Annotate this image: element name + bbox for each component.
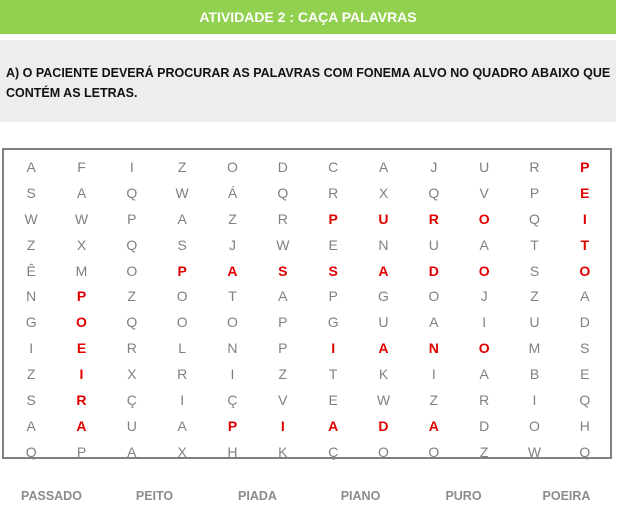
grid-cell[interactable]: I <box>331 340 336 357</box>
grid-cell[interactable]: A <box>177 210 187 227</box>
grid-cell[interactable]: A <box>378 158 389 175</box>
grid-cell[interactable]: Q <box>126 314 138 331</box>
grid-cell[interactable]: Z <box>479 443 489 460</box>
target-word: PURO <box>445 489 482 503</box>
grid-cell[interactable]: A <box>378 340 389 357</box>
grid-cell[interactable]: N <box>378 236 389 253</box>
grid-cell[interactable]: P <box>76 443 87 460</box>
grid-cell[interactable]: R <box>479 391 490 408</box>
grid-cell[interactable]: U <box>378 210 389 227</box>
grid-cell[interactable]: X <box>378 184 389 201</box>
grid-cell[interactable]: P <box>328 288 338 305</box>
grid-cell[interactable]: W <box>24 210 38 227</box>
grid-cell[interactable]: I <box>180 391 185 408</box>
grid-cell[interactable]: J <box>430 158 438 175</box>
grid-cell[interactable]: T <box>530 236 539 253</box>
grid-cell[interactable]: G <box>25 314 37 331</box>
grid-cell[interactable]: A <box>76 184 87 201</box>
grid-cell[interactable]: A <box>26 158 36 175</box>
word-list <box>0 489 618 509</box>
grid-cell[interactable]: O <box>478 262 490 279</box>
grid-cell[interactable]: P <box>177 262 187 279</box>
grid-cell[interactable]: O <box>478 340 490 357</box>
grid-cell[interactable]: J <box>480 288 488 305</box>
grid-cell[interactable]: I <box>431 366 436 383</box>
grid-cell[interactable]: S <box>580 340 590 357</box>
grid-cell[interactable]: Ç <box>126 391 137 408</box>
grid-cell[interactable]: Ê <box>26 262 36 279</box>
grid-cell[interactable]: R <box>76 391 87 408</box>
grid-cell[interactable]: Q <box>126 184 138 201</box>
grid-cell[interactable]: V <box>479 184 489 201</box>
grid-cell[interactable]: H <box>579 417 590 434</box>
grid-cell[interactable]: A <box>127 443 137 460</box>
grid-cell[interactable]: D <box>378 417 389 434</box>
grid-cell[interactable]: P <box>328 210 338 227</box>
grid-cell[interactable]: W <box>376 391 391 408</box>
grid-cell[interactable]: O <box>378 443 389 460</box>
grid-cell[interactable]: U <box>126 417 137 434</box>
grid-cell[interactable]: O <box>76 314 87 331</box>
grid-cell[interactable]: O <box>126 262 138 279</box>
grid-cell[interactable]: A <box>378 262 389 279</box>
grid-cell[interactable]: K <box>278 443 288 460</box>
grid-cell[interactable]: T <box>228 288 237 305</box>
grid-cell[interactable]: D <box>428 262 439 279</box>
grid-cell[interactable]: U <box>428 236 439 253</box>
target-word: PIADA <box>238 489 277 503</box>
grid-cell[interactable]: R <box>328 184 339 201</box>
grid-cell[interactable]: Q <box>126 236 138 253</box>
target-word: PIANO <box>340 489 381 503</box>
target-word: POEIRA <box>542 489 591 503</box>
grid-cell[interactable]: P <box>278 314 288 331</box>
grid-cell[interactable]: P <box>76 288 87 305</box>
grid-cell[interactable]: J <box>228 236 236 253</box>
grid-cell[interactable]: S <box>278 262 288 279</box>
grid-cell[interactable]: I <box>79 366 84 383</box>
grid-cell[interactable]: N <box>227 340 238 357</box>
grid-cell[interactable]: Z <box>278 366 288 383</box>
grid-cell[interactable]: N <box>428 340 439 357</box>
grid-cell[interactable]: W <box>276 236 290 253</box>
grid-cell[interactable]: R <box>428 210 439 227</box>
grid-cell[interactable]: A <box>428 417 439 434</box>
grid-cell[interactable]: V <box>278 391 288 408</box>
grid-cell[interactable]: I <box>29 340 34 357</box>
grid-cell[interactable]: D <box>277 158 288 175</box>
grid-cell[interactable]: P <box>278 340 288 357</box>
grid-cell[interactable]: Z <box>228 210 237 227</box>
grid-cell[interactable]: E <box>76 340 87 357</box>
grid-cell[interactable]: S <box>328 262 338 279</box>
grid-cell[interactable]: Á <box>227 184 238 201</box>
grid-cell[interactable]: C <box>328 158 339 175</box>
grid-cell[interactable]: E <box>580 366 590 383</box>
grid-cell[interactable]: S <box>529 262 540 279</box>
grid-cell[interactable]: O <box>227 314 238 331</box>
grid-cell[interactable]: R <box>277 210 288 227</box>
grid-cell[interactable]: O <box>428 443 440 460</box>
target-word: PEITO <box>135 489 174 503</box>
grid-cell[interactable]: O <box>227 158 238 175</box>
grid-cell[interactable]: D <box>579 314 590 331</box>
grid-cell[interactable]: O <box>176 288 188 305</box>
grid-cell[interactable]: S <box>26 184 36 201</box>
grid-cell[interactable]: S <box>26 391 36 408</box>
target-word: PASSADO <box>21 489 82 503</box>
grid-cell[interactable]: P <box>529 184 540 201</box>
grid-cell[interactable]: R <box>529 158 540 175</box>
grid-cell[interactable]: P <box>580 158 590 175</box>
grid-cell[interactable]: Z <box>429 391 439 408</box>
grid-cell[interactable]: O <box>478 210 490 227</box>
grid-cell[interactable]: W <box>74 210 89 227</box>
grid-cell[interactable]: A <box>26 417 36 434</box>
grid-cell[interactable]: P <box>127 210 137 227</box>
instruction-text: A) O PACIENTE DEVERÁ PROCURAR AS PALAVRAS COM FONEMA ALVO NO QUADRO ABAIXO QUE CONTÉM AS LETRAS. <box>0 40 616 122</box>
grid-cell[interactable]: M <box>75 262 88 279</box>
grid-cell[interactable]: O <box>176 314 188 331</box>
grid-cell[interactable]: A <box>76 417 87 434</box>
grid-cell[interactable]: I <box>532 391 537 408</box>
grid-cell[interactable]: E <box>328 236 338 253</box>
grid-cell[interactable]: R <box>177 366 188 383</box>
grid-cell[interactable]: Q <box>428 184 440 201</box>
grid-cell[interactable]: R <box>126 340 137 357</box>
grid-cell[interactable]: P <box>227 417 238 434</box>
grid-cell[interactable]: Z <box>530 288 539 305</box>
grid-cell[interactable]: D <box>479 417 490 434</box>
grid-cell[interactable]: Z <box>127 288 137 305</box>
activity-title: ATIVIDADE 2 : CAÇA PALAVRAS <box>0 0 616 34</box>
grid-cell[interactable]: A <box>429 314 439 331</box>
grid-cell[interactable]: I <box>582 210 587 227</box>
grid-cell[interactable]: X <box>177 443 187 460</box>
grid-cell[interactable]: B <box>529 366 540 383</box>
grid-cell[interactable]: E <box>328 391 338 408</box>
grid-cell[interactable]: T <box>580 236 590 253</box>
grid-cell[interactable]: S <box>177 236 187 253</box>
grid-cell[interactable]: W <box>527 443 542 460</box>
grid-cell[interactable]: I <box>482 314 487 331</box>
grid-cell[interactable]: U <box>479 158 490 175</box>
grid-cell[interactable]: Q <box>579 443 591 460</box>
grid-cell[interactable]: Q <box>25 443 37 460</box>
grid-cell[interactable]: Ç <box>328 443 339 460</box>
grid-cell[interactable]: A <box>177 417 187 434</box>
grid-cell[interactable]: I <box>230 366 235 383</box>
grid-cell[interactable]: O <box>428 288 440 305</box>
grid-cell[interactable]: A <box>227 262 238 279</box>
grid-cell[interactable]: A <box>479 366 489 383</box>
grid-cell[interactable]: G <box>378 288 389 305</box>
grid-cell[interactable]: A <box>278 288 288 305</box>
grid-cell[interactable]: Q <box>529 210 540 227</box>
grid-cell[interactable]: O <box>529 417 540 434</box>
grid-cell[interactable]: K <box>378 366 389 383</box>
grid-cell[interactable]: A <box>580 288 590 305</box>
grid-cell[interactable]: H <box>227 443 238 460</box>
grid-cell[interactable]: Z <box>177 158 187 175</box>
grid-cell[interactable]: L <box>178 340 187 357</box>
grid-cell[interactable]: A <box>479 236 489 253</box>
grid-cell[interactable]: I <box>129 158 134 175</box>
grid-cell[interactable]: G <box>327 314 339 331</box>
letter-grid <box>6 154 610 465</box>
grid-cell[interactable]: Z <box>26 236 36 253</box>
grid-cell[interactable]: Q <box>277 184 289 201</box>
grid-cell[interactable]: E <box>580 184 590 201</box>
grid-cell[interactable]: Q <box>579 391 591 408</box>
grid-cell[interactable]: M <box>528 340 541 357</box>
word-search-board <box>2 148 612 459</box>
grid-cell[interactable]: A <box>328 417 339 434</box>
grid-cell[interactable]: X <box>76 236 87 253</box>
grid-cell[interactable]: Ç <box>227 391 238 408</box>
grid-cell[interactable]: I <box>280 417 285 434</box>
grid-cell[interactable]: U <box>529 314 540 331</box>
grid-cell[interactable]: U <box>378 314 389 331</box>
grid-cell[interactable]: O <box>579 262 591 279</box>
grid-cell[interactable]: T <box>328 366 338 383</box>
grid-cell[interactable]: Z <box>26 366 36 383</box>
grid-cell[interactable]: X <box>127 366 137 383</box>
grid-cell[interactable]: N <box>26 288 37 305</box>
grid-cell[interactable]: W <box>175 184 189 201</box>
grid-cell[interactable]: F <box>77 158 86 175</box>
